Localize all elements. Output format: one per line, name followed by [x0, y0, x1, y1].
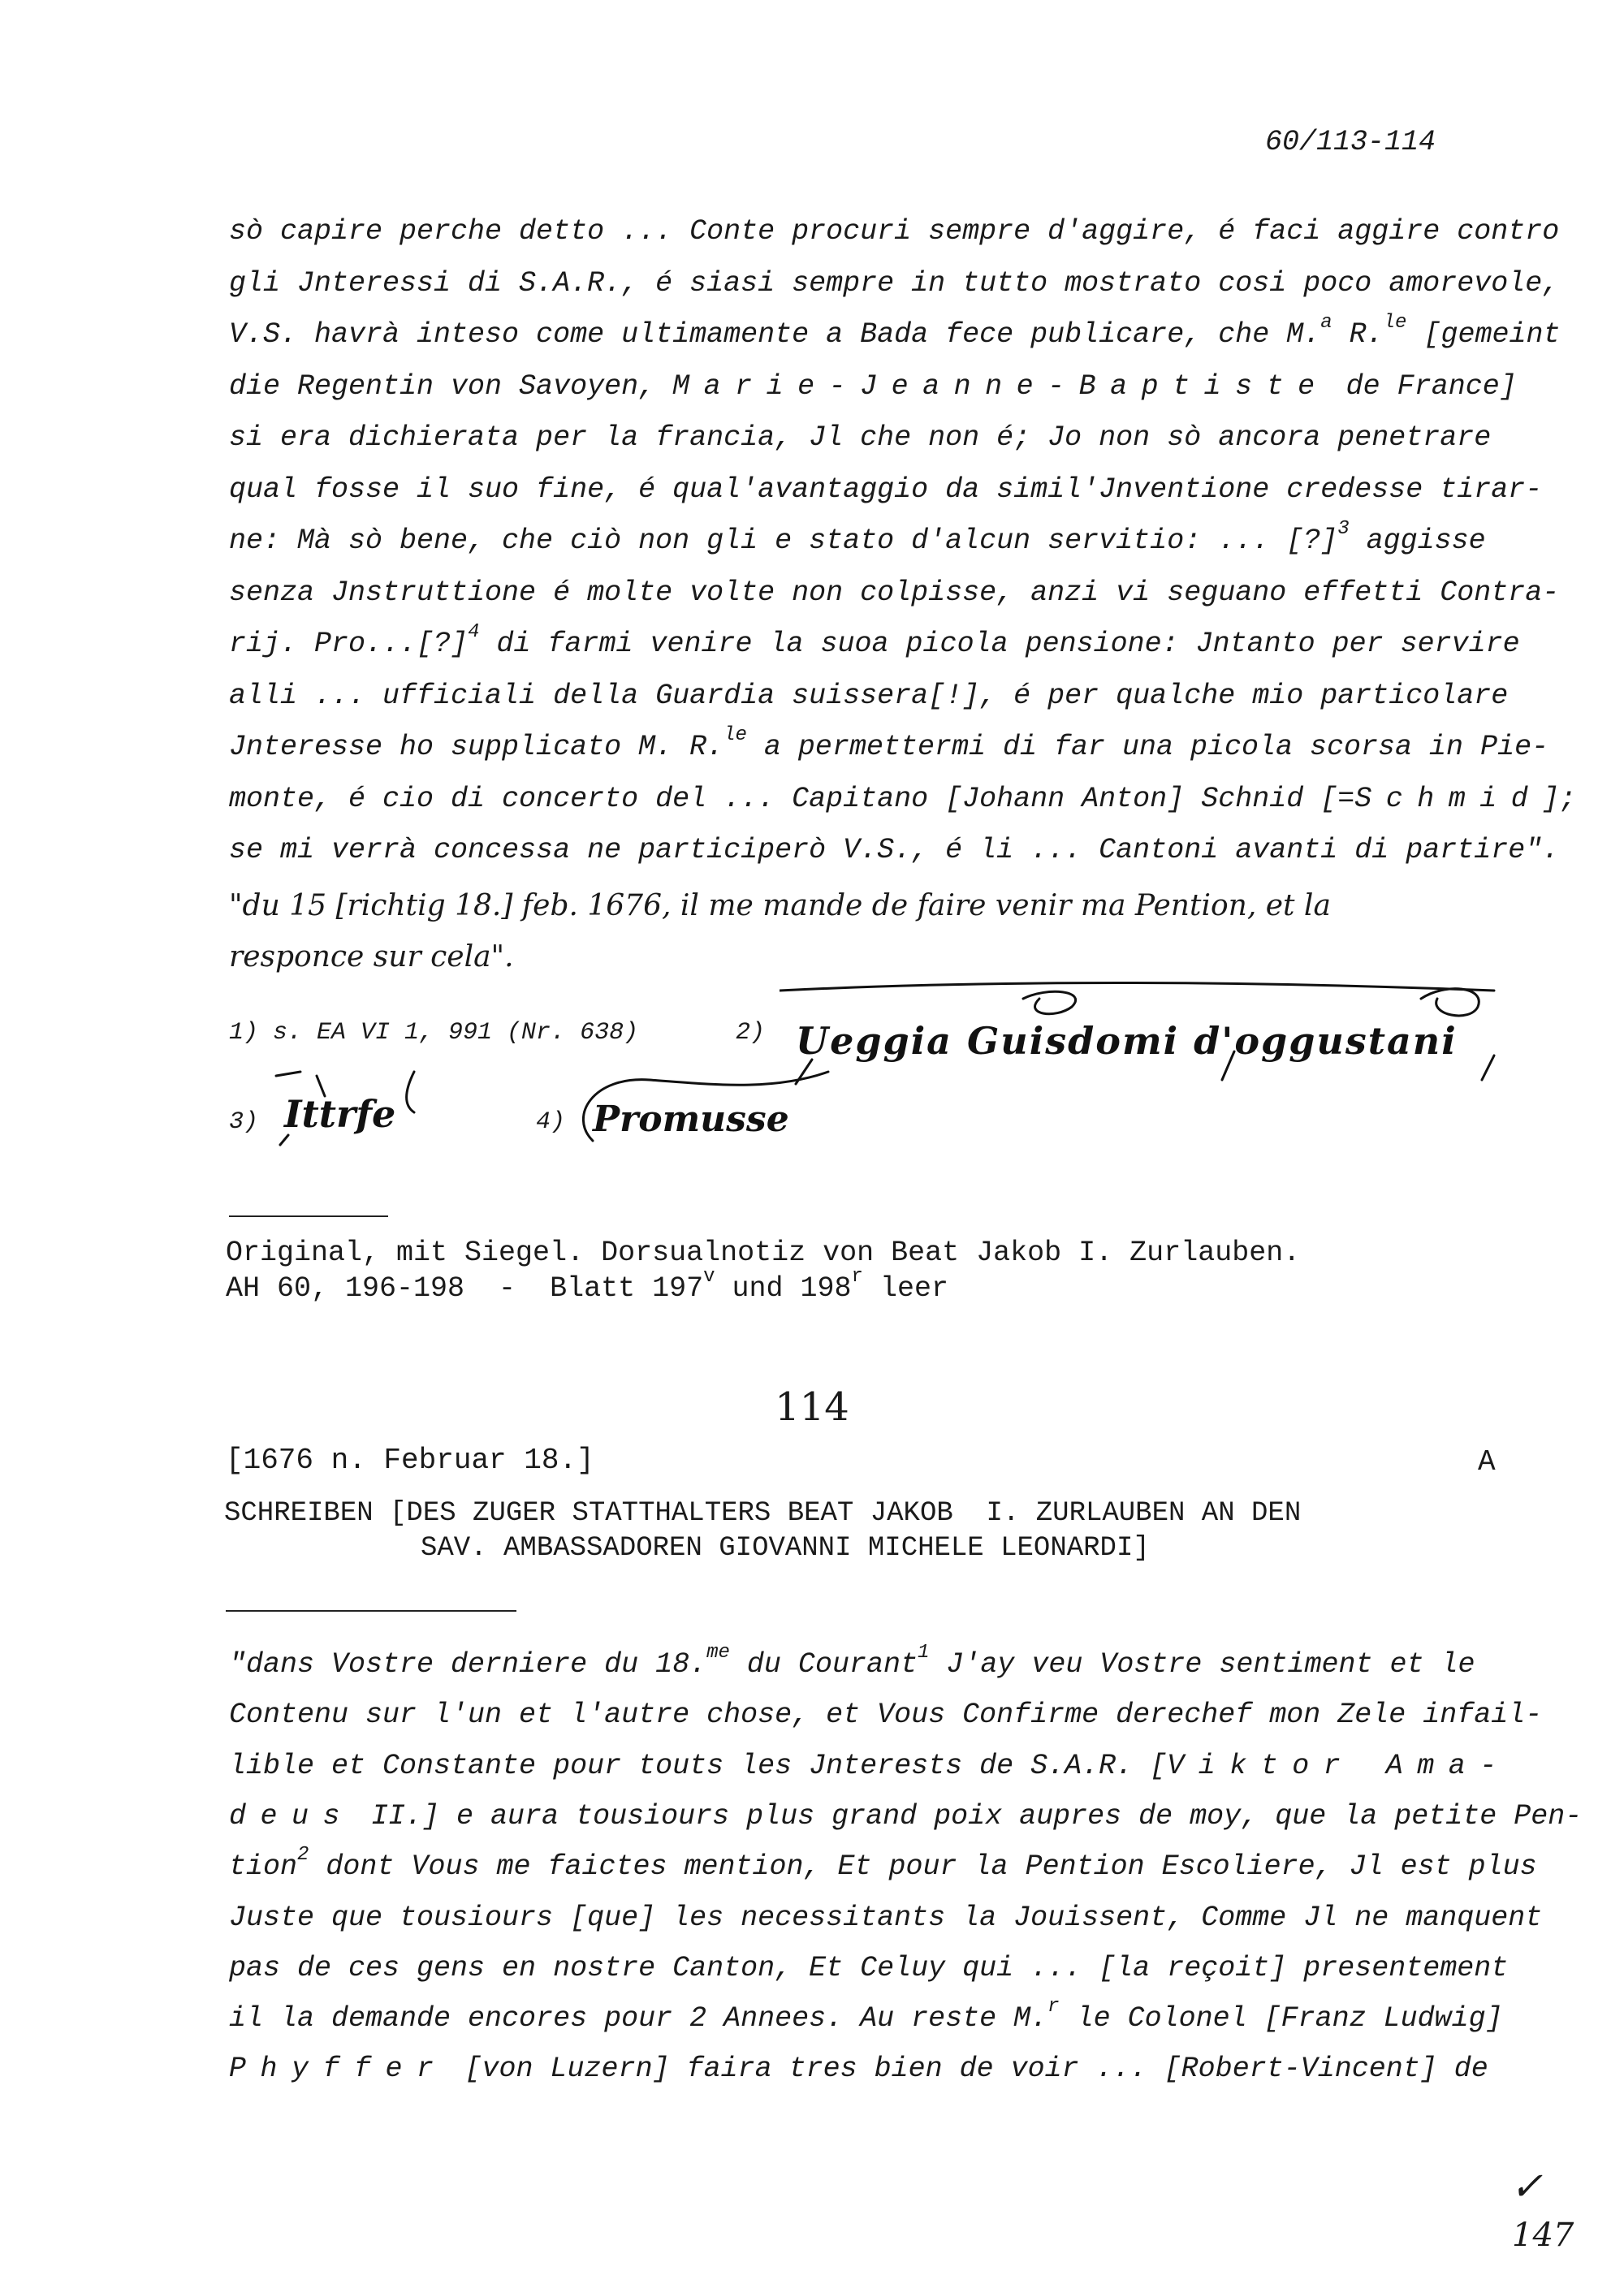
text-segment: rij. Pro...[?]: [229, 628, 469, 660]
spaced-name: Viktor Ama-: [1167, 1749, 1511, 1782]
spaced-name: Schmid: [1354, 782, 1543, 815]
signature-2-text: Ueggia Guisdomi d'oggustani: [796, 1019, 1458, 1063]
letter-114-line: [229, 2053, 1488, 2085]
letter-113-line: [229, 267, 1559, 300]
page-reference: 60/113-114: [1265, 126, 1436, 158]
text-segment: V.S. havrà inteso come ultimamente a Bada fece publicare, che M.: [229, 318, 1321, 351]
text-segment: Juste que tousiours [que] les necessitants la Jouissent, Comme Jl ne manquent: [229, 1901, 1543, 1934]
letter-113-line: [229, 215, 1559, 248]
signature-4-text: Promusse: [593, 1099, 789, 1140]
source-note-text: leer: [862, 1272, 948, 1305]
text-segment: [von Luzern] faira tres bien de voir ... [Robert-Vincent] de: [447, 2053, 1488, 2086]
letter-114-line: [229, 1800, 1582, 1833]
source-note-text: und 198: [715, 1272, 852, 1305]
spaced-name: Marie-Jeanne-Baptiste: [672, 369, 1329, 403]
source-note-text: AH 60, 196-198 - Blatt 197: [226, 1272, 704, 1305]
letter-113-line: [229, 680, 1508, 712]
letter-114-line: [229, 1750, 1511, 1782]
text-segment: [gemeint: [1406, 318, 1561, 351]
superscript: le: [1383, 312, 1407, 334]
document-marker: A: [1478, 1445, 1496, 1479]
text-segment: tion: [229, 1850, 298, 1884]
text-segment: si era dichierata per la francia, Jl che non é; Jo non sò ancora penetrare: [229, 421, 1492, 454]
signature-4-flourish: [568, 1068, 861, 1157]
folio-number: 147: [1512, 2217, 1574, 2254]
letter-113-line: [229, 576, 1559, 609]
source-note-line-2: [226, 1266, 948, 1305]
text-segment: "dans Vostre derniere du 18.: [229, 1648, 707, 1681]
text-segment: lible et Constante pour touts les Jnterests de S.A.R. [: [229, 1749, 1168, 1782]
text-segment: ne: Mà sò bene, che ciò non gli e stato d'alcun servitio: ... [?]: [229, 525, 1338, 557]
superscript: r: [1047, 1996, 1060, 2018]
text-segment: Contenu sur l'un et l'autre chose, et Vous Confirme derechef mon Zele infail-: [229, 1699, 1543, 1732]
superscript: a: [1320, 312, 1332, 334]
heading-divider: [226, 1610, 516, 1612]
letter-113-line: [229, 370, 1517, 403]
text-segment: sò capire perche detto ... Conte procuri sempre d'aggire, é faci aggire contro: [229, 215, 1560, 248]
superscript: 2: [297, 1844, 309, 1867]
text-segment: J'ay veu Vostre sentiment et le: [929, 1648, 1475, 1681]
text-segment: a permettermi di far una picola scorsa in Pie-: [746, 731, 1549, 763]
recto-mark: r: [851, 1266, 863, 1288]
verso-mark: v: [703, 1266, 715, 1288]
text-segment: le Colonel [Franz Ludwig]: [1059, 2002, 1503, 2036]
document-heading-line-2: SAV. AMBASSADOREN GIOVANNI MICHELE LEONARDI]: [421, 1533, 1150, 1564]
document-heading-line-1: SCHREIBEN [DES ZUGER STATTHALTERS BEAT JAKOB I. ZURLAUBEN AN DEN: [224, 1498, 1302, 1529]
document-number: 114: [775, 1384, 849, 1430]
footnote-4-label: 4): [536, 1108, 566, 1136]
footnote-2-label: 2): [736, 1019, 766, 1047]
signature-2: [780, 974, 1510, 1088]
text-segment: il la demande encores pour 2 Annees. Au reste M.: [229, 2002, 1048, 2036]
text-segment: dont Vous me faictes mention, Et pour la Pention Escoliere, Jl est plus: [309, 1850, 1537, 1884]
letter-113-line: [229, 621, 1520, 660]
signature-2-flourish: [780, 974, 1510, 1088]
letter-113-line: [229, 473, 1542, 506]
signature-3-text: Ittrfe: [284, 1092, 396, 1136]
text-segment: alli ... ufficiali della Guardia suissera[!], é per qualche mio particolare: [229, 679, 1509, 712]
letter-113-line: [229, 724, 1549, 763]
french-postscript-line-1: "du 15 [richtig 18.] feb. 1676, il me mande de faire venir ma Pention, et la: [229, 889, 1331, 922]
letter-114-line: [229, 1952, 1508, 1984]
text-segment: monte, é cio di concerto del ... Capitano [Johann Anton] Schnid [=: [229, 782, 1355, 815]
text-segment: gli Jnteressi di S.A.R., é siasi sempre in tutto mostrato cosi poco amorevole,: [229, 266, 1560, 300]
signature-4: [568, 1068, 861, 1157]
text-segment: di farmi venire la suoa picola pensione: Jntanto per servire: [479, 628, 1520, 660]
spaced-name: deus: [229, 1799, 355, 1833]
letter-114-line: [229, 1699, 1542, 1731]
text-segment: senza Jnstruttione é molte volte non colpisse, anzi vi seguano effetti Contra-: [229, 576, 1560, 609]
letter-113-line: [229, 312, 1561, 351]
text-segment: ];: [1542, 782, 1577, 815]
text-segment: Jnteresse ho supplicato M. R.: [229, 731, 724, 763]
source-note-divider: [229, 1215, 388, 1217]
text-segment: de France]: [1328, 369, 1517, 403]
text-segment: II.] e aura tousiours plus grand poix aupres de moy, que la petite Pen-: [354, 1799, 1583, 1833]
letter-114-line: [229, 1902, 1542, 1934]
footnote-3-label: 3): [229, 1108, 259, 1136]
letter-113-line: [229, 783, 1576, 815]
letter-113-line: [229, 518, 1486, 557]
text-segment: qual fosse il suo fine, é qual'avantaggio da simil'Jnventione credesse tirar-: [229, 473, 1543, 506]
french-postscript-line-2: responce sur cela".: [229, 940, 514, 974]
text-segment: se mi verrà concessa ne participerò V.S., é li ... Cantoni avanti di partire".: [229, 834, 1560, 866]
text-segment: du Courant: [729, 1648, 918, 1681]
document-date: [1676 n. Februar 18.]: [226, 1444, 594, 1477]
signature-3-flourish: [268, 1064, 471, 1153]
text-segment: R.: [1332, 318, 1384, 351]
check-mark: ✓: [1510, 2164, 1544, 2209]
letter-114-line: [229, 1642, 1475, 1681]
spaced-name: Phyffer: [229, 2053, 448, 2086]
letter-113-line: [229, 834, 1559, 866]
text-segment: pas de ces gens en nostre Canton, Et Celuy qui ... [la reçoit] presentement: [229, 1951, 1509, 1984]
superscript: 4: [468, 621, 480, 643]
superscript: 1: [917, 1642, 930, 1664]
text-segment: aggisse: [1349, 525, 1486, 557]
text-segment: die Regentin von Savoyen,: [229, 369, 673, 403]
superscript: le: [723, 724, 747, 746]
letter-114-line: [229, 1996, 1503, 2036]
footnote-1: 1) s. EA VI 1, 991 (Nr. 638): [229, 1019, 639, 1047]
signature-3: [268, 1064, 471, 1153]
superscript: me: [706, 1642, 730, 1664]
letter-113-line: [229, 421, 1491, 454]
letter-114-line: [229, 1844, 1537, 1884]
source-note-line-1: Original, mit Siegel. Dorsualnotiz von Beat Jakob I. Zurlauben.: [226, 1237, 1301, 1269]
superscript: 3: [1337, 518, 1350, 540]
